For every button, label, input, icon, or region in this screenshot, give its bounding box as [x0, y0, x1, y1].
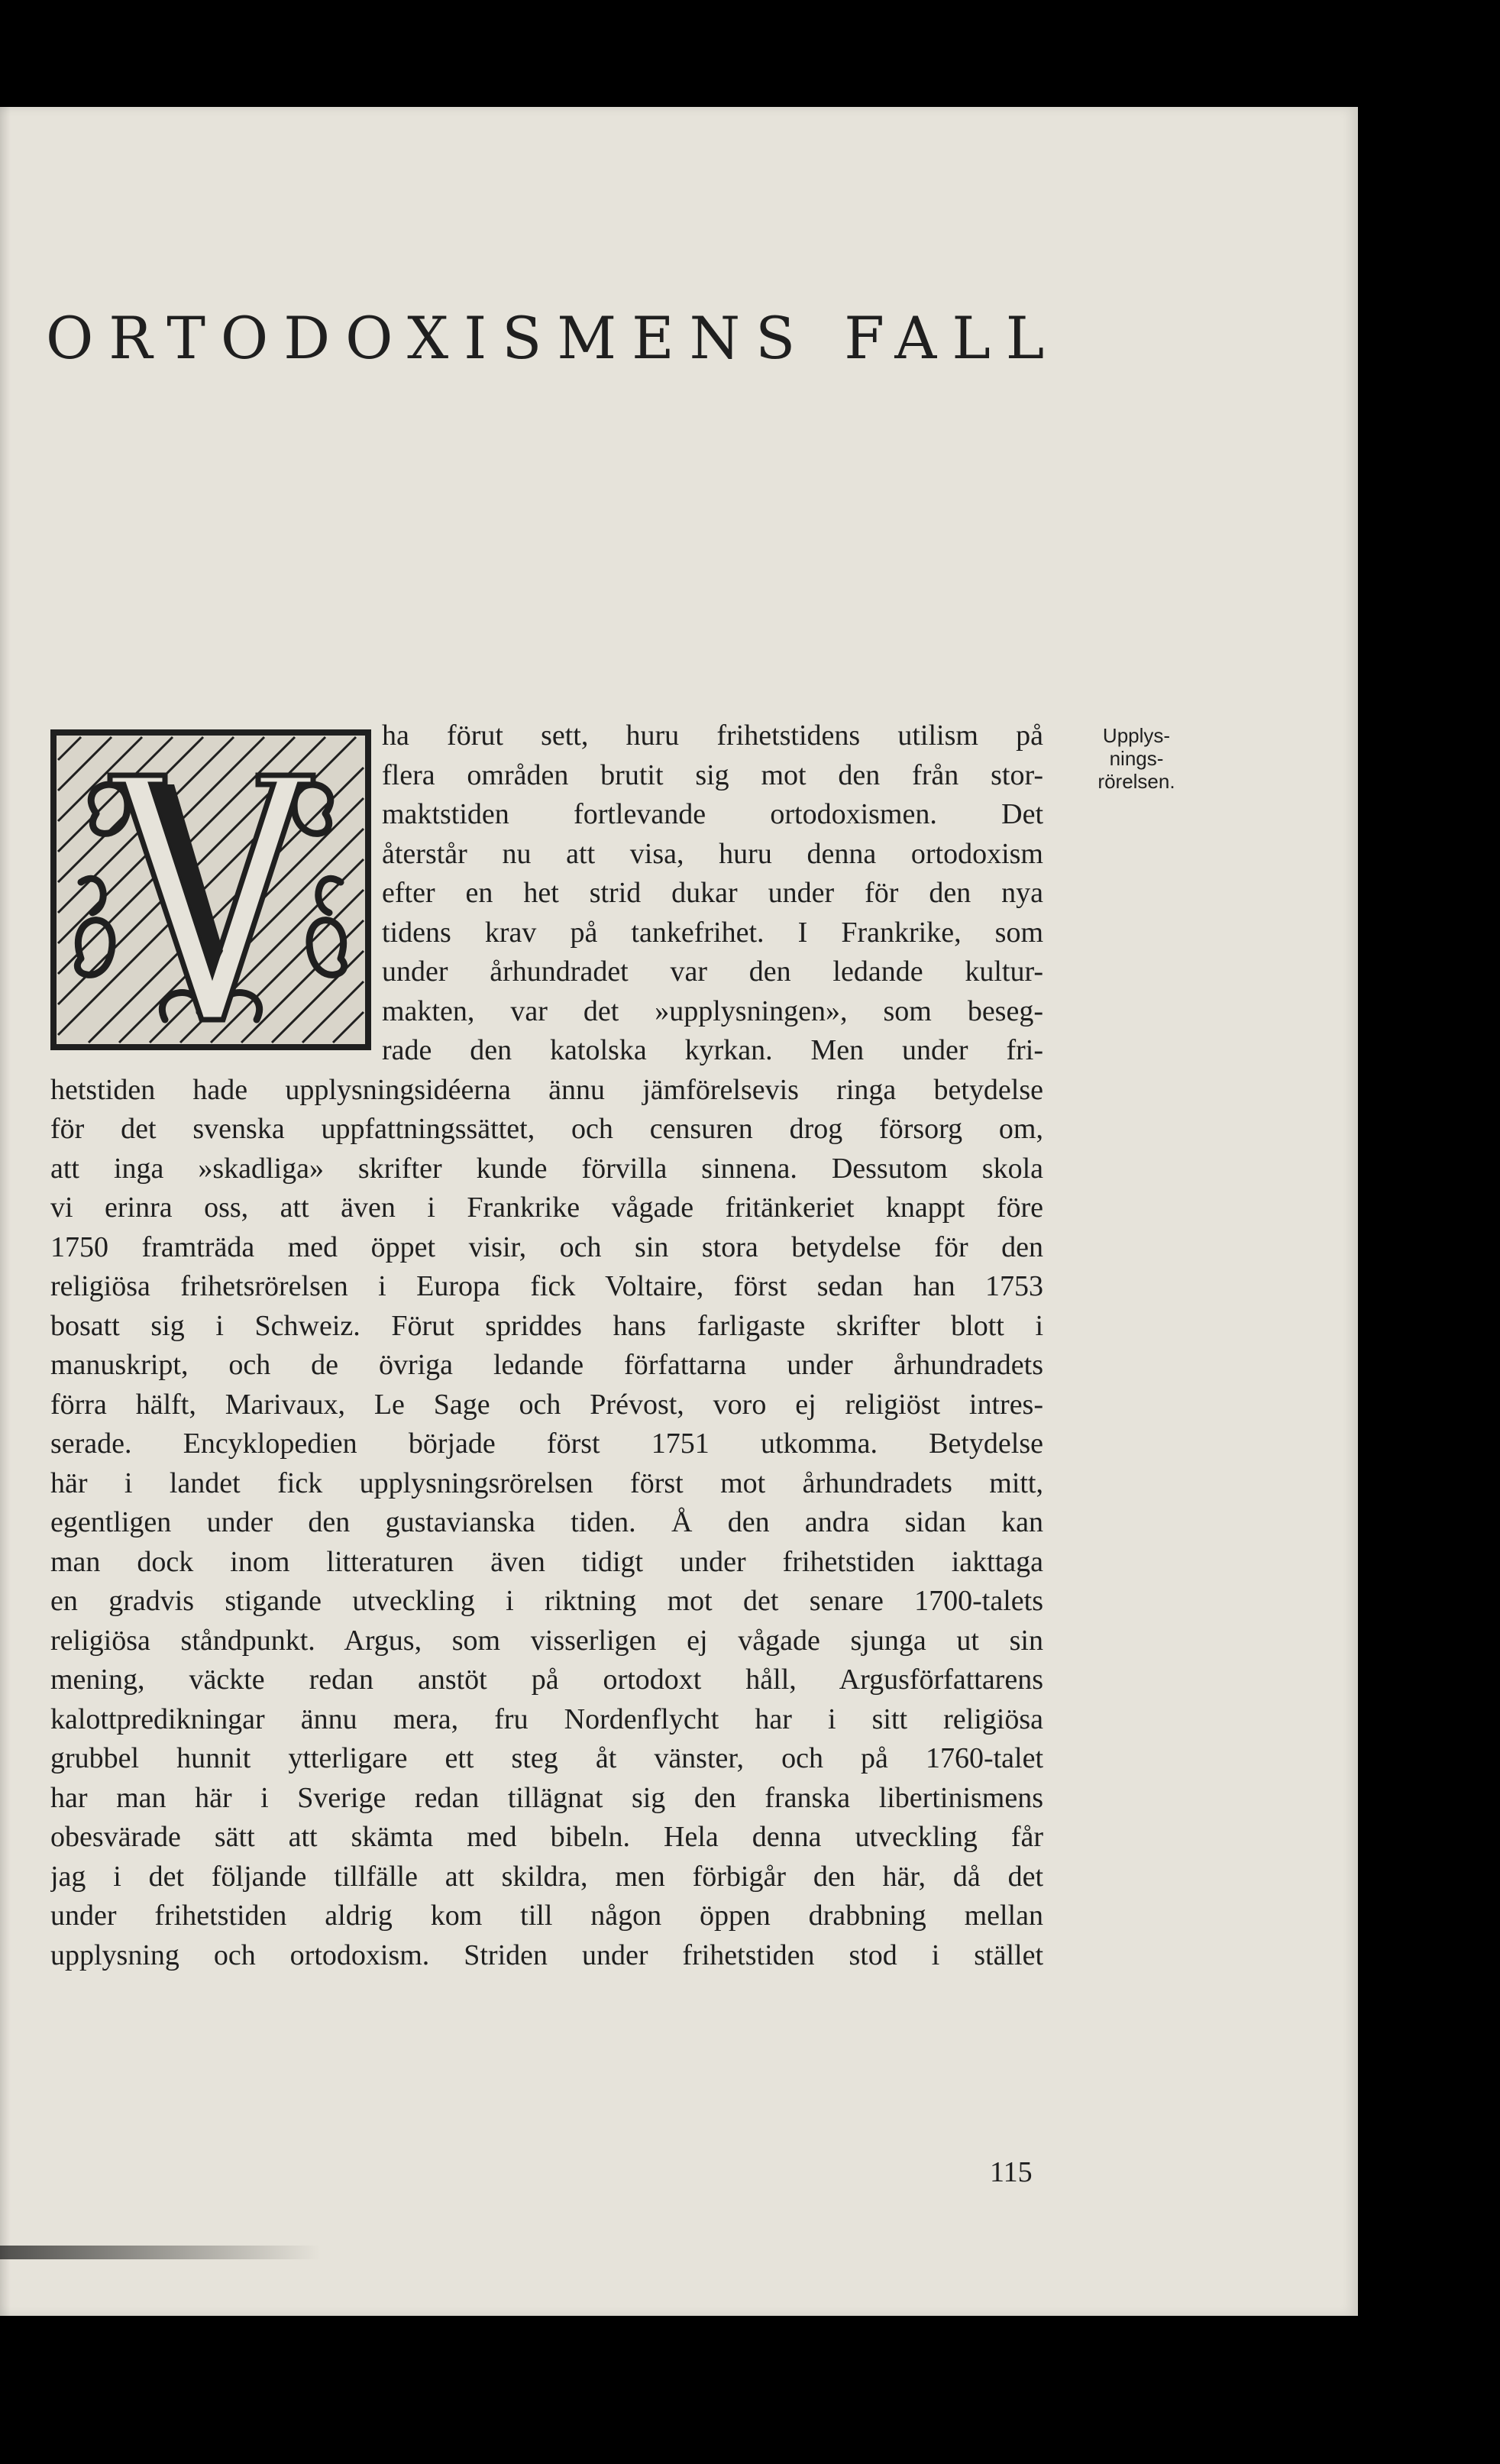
- text-line: en gradvis stigande utveckling i riktning mot det senare 1700-talets: [50, 1585, 1043, 1617]
- text-line: under århundradet var den ledande kultur-: [382, 956, 1043, 988]
- text-line: man dock inom litteraturen även tidigt under frihetstiden iakttaga: [50, 1545, 1043, 1578]
- page-gutter-shadow: [0, 107, 11, 2316]
- text-line: hetstiden hade upplysningsidéerna ännu jämförelsevis ringa betydelse: [50, 1073, 1043, 1106]
- text-line: vi erinra oss, att även i Frankrike vågade fritänkeriet knappt före: [50, 1192, 1043, 1224]
- marginal-note-line: rörelsen.: [1098, 770, 1175, 793]
- text-line: egentligen under den gustavianska tiden. Å den andra sidan kan: [50, 1506, 1043, 1538]
- book-page: [0, 107, 1358, 2316]
- text-line: maktstiden fortlevande ortodoxismen. Det: [382, 798, 1043, 830]
- text-line: förra hälft, Marivaux, Le Sage och Prévost, voro ej religiöst intres-: [50, 1388, 1043, 1421]
- text-line: efter en het strid dukar under för den nya: [382, 877, 1043, 909]
- page-number: 115: [990, 2156, 1033, 2188]
- text-line: religiösa frihetsrörelsen i Europa fick Voltaire, först sedan han 1753: [50, 1270, 1043, 1302]
- text-line: rade den katolska kyrkan. Men under fri-: [382, 1034, 1043, 1066]
- text-line: grubbel hunnit ytterligare ett steg åt vänster, och på 1760-talet: [50, 1742, 1043, 1774]
- text-line: 1750 framträda med öppet visir, och sin stora betydelse för den: [50, 1230, 1043, 1263]
- body-text: [50, 716, 1043, 1975]
- text-line: manuskript, och de övriga ledande författarna under århundradets: [50, 1349, 1043, 1381]
- text-line: jag i det följande tillfälle att skildra, men förbigår den här, då det: [50, 1860, 1043, 1893]
- text-line: för det svenska uppfattningssättet, och censuren drog försorg om,: [50, 1113, 1043, 1145]
- text-line: återstår nu att visa, huru denna ortodoxism: [382, 837, 1043, 870]
- text-line: religiösa ståndpunkt. Argus, som visserligen ej vågade sjunga ut sin: [50, 1624, 1043, 1657]
- text-line: här i landet fick upplysningsrörelsen först mot århundradets mitt,: [50, 1466, 1043, 1499]
- text-line: tidens krav på tankefrihet. I Frankrike, som: [382, 916, 1043, 949]
- text-line: under frihetstiden aldrig kom till någon öppen drabbning mellan: [50, 1900, 1043, 1932]
- scan-edge-smudge: [0, 2246, 321, 2259]
- text-line: makten, var det »upplysningen», som beseg-: [382, 994, 1043, 1027]
- text-line: upplysning och ortodoxism. Striden under frihetstiden stod i stället: [50, 1939, 1043, 1971]
- text-line: bosatt sig i Schweiz. Förut spriddes hans farligaste skrifter blott i: [50, 1309, 1043, 1342]
- text-line: att inga »skadliga» skrifter kunde förvilla sinnena. Dessutom skola: [50, 1152, 1043, 1185]
- chapter-title: ORTODOXISMENS FALL: [46, 304, 1060, 372]
- marginal-note-line: nings-: [1109, 747, 1164, 770]
- text-line: mening, väckte redan anstöt på ortodoxt håll, Argusförfattarens: [50, 1664, 1043, 1696]
- marginal-note: [1060, 724, 1213, 793]
- marginal-note-line: Upplys-: [1102, 724, 1171, 747]
- text-line: serade. Encyklopedien började först 1751 utkomma. Betydelse: [50, 1428, 1043, 1460]
- text-line: obesvärade sätt att skämta med bibeln. Hela denna utveckling får: [50, 1821, 1043, 1853]
- text-line: har man här i Sverige redan tillägnat sig den franska libertinismens: [50, 1781, 1043, 1814]
- text-line: kalottpredikningar ännu mera, fru Nordenflycht har i sitt religiösa: [50, 1702, 1043, 1735]
- text-line: flera områden brutit sig mot den från stor-: [382, 758, 1043, 791]
- text-line: ha förut sett, huru frihetstidens utilism på: [382, 719, 1043, 752]
